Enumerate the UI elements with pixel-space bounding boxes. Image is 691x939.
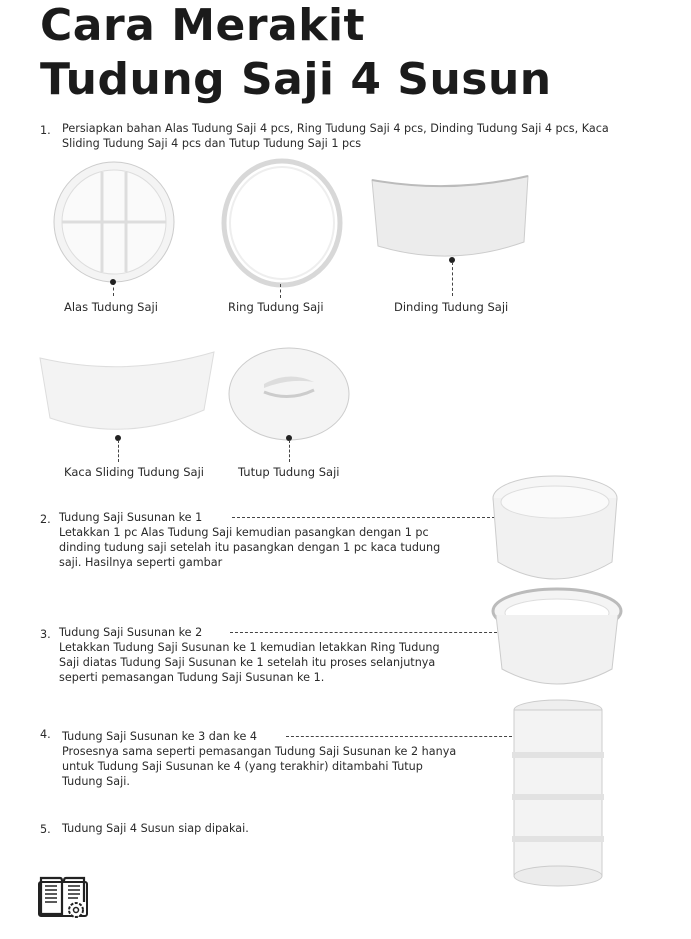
label-ring: Ring Tudung Saji <box>228 300 324 314</box>
label-dinding: Dinding Tudung Saji <box>394 300 509 314</box>
label-alas: Alas Tudung Saji <box>64 300 158 314</box>
dinding-image <box>368 172 534 264</box>
susunan-4-image <box>508 698 608 888</box>
step-3-heading: Tudung Saji Susunan ke 2 <box>59 626 203 639</box>
alas-image <box>50 160 180 286</box>
step-2-text: Letakkan 1 pc Alas Tudung Saji kemudian pasangkan dengan 1 pc dinding tudung saji setelah itu pasangkan dengan 1 pc kaca tudung saji. Hasilnya seperti gambar <box>59 526 441 569</box>
step-4-heading: Tudung Saji Susunan ke 3 dan ke 4 <box>62 730 258 743</box>
step-2-heading: Tudung Saji Susunan ke 1 <box>59 511 203 524</box>
susunan-1-image <box>488 472 622 590</box>
kaca-image <box>36 348 218 440</box>
manual-book-gear-icon <box>38 874 88 920</box>
step-4-number: 4. <box>40 728 51 741</box>
susunan-2-image <box>488 585 626 691</box>
step-1-text: Persiapkan bahan Alas Tudung Saji 4 pcs, Ring Tudung Saji 4 pcs, Dinding Tudung Saji 4 pcs, Kaca Sliding Tudung Saji 4 pcs dan Tutup Tudung Saji 1 pcs <box>62 122 609 150</box>
label-kaca: Kaca Sliding Tudung Saji <box>64 465 204 479</box>
step-5-text: Tudung Saji 4 Susun siap dipakai. <box>62 822 249 835</box>
step-2-number: 2. <box>40 513 51 526</box>
ring-image <box>220 158 344 288</box>
page-title-line1: Cara Merakit <box>40 0 366 51</box>
tutup-image <box>226 346 352 444</box>
step-1-number: 1. <box>40 124 51 137</box>
step-3-text: Letakkan Tudung Saji Susunan ke 1 kemudian letakkan Ring Tudung Saji diatas Tudung Saji Susunan ke 1 setelah itu proses selanjutnya seperti pemasangan Tudung Saji Susunan ke 1. <box>59 641 440 684</box>
page-title-line2: Tudung Saji 4 Susun <box>40 54 552 105</box>
label-tutup: Tutup Tudung Saji <box>238 465 340 479</box>
step-5-number: 5. <box>40 823 51 836</box>
step-4-text: Prosesnya sama seperti pemasangan Tudung Saji Susunan ke 2 hanya untuk Tudung Saji Susunan ke 4 (yang terakhir) ditambahi Tutup Tudung Saji. <box>62 745 457 788</box>
step-3-number: 3. <box>40 628 51 641</box>
